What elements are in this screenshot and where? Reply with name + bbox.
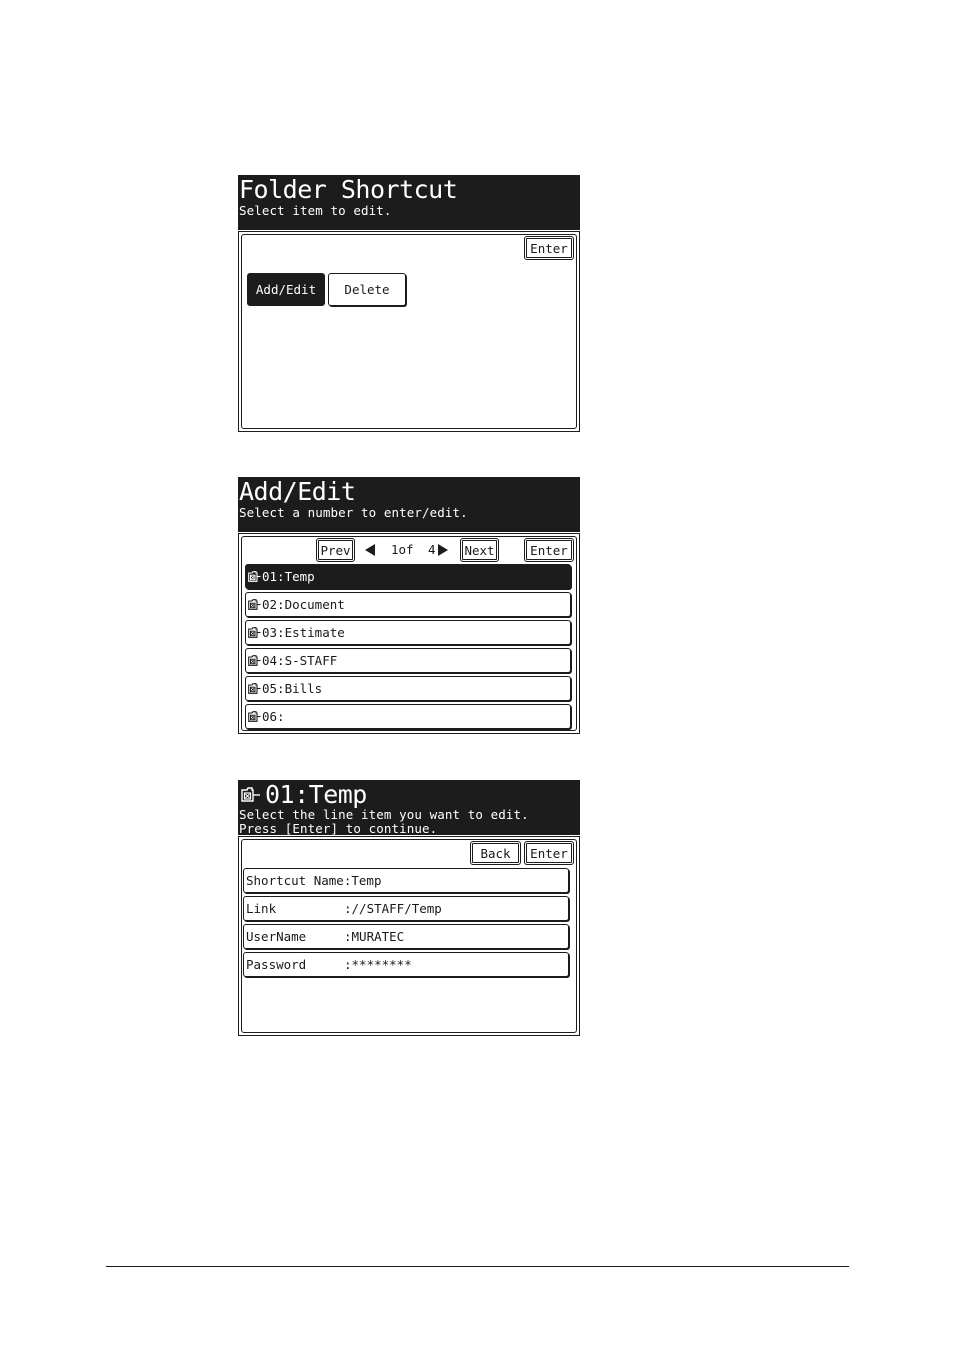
enter-button[interactable]: Enter bbox=[524, 841, 574, 865]
folder-list-item[interactable] bbox=[245, 620, 571, 645]
folder-shortcut-icon bbox=[248, 655, 261, 666]
page-subtitle: Select item to edit. bbox=[239, 203, 392, 218]
folder-list-item-label: 01:Temp bbox=[262, 569, 315, 584]
folder-list-item-label: 02:Document bbox=[262, 597, 345, 612]
folder-shortcut-icon bbox=[241, 787, 261, 803]
folder-list-item-label: 03:Estimate bbox=[262, 625, 345, 640]
page-title-row bbox=[239, 782, 580, 808]
screen-header bbox=[238, 477, 580, 532]
field-value: :MURATEC bbox=[344, 929, 405, 944]
folder-list-item-label: 05:Bills bbox=[262, 681, 323, 696]
footer-rule bbox=[106, 1266, 849, 1267]
field-label: UserName bbox=[246, 929, 307, 944]
page-subtitle: Select a number to enter/edit. bbox=[239, 505, 468, 520]
enter-button[interactable]: Enter bbox=[524, 538, 574, 562]
field-label: Password bbox=[246, 957, 307, 972]
field-value: :******** bbox=[344, 957, 412, 972]
page-title: Add/Edit bbox=[239, 477, 356, 506]
panel-frame bbox=[241, 234, 577, 429]
field-row[interactable] bbox=[243, 924, 569, 949]
page-current: 1of bbox=[391, 542, 414, 557]
folder-list-item[interactable] bbox=[245, 648, 571, 673]
add-edit-screen bbox=[238, 477, 580, 734]
field-value: ://STAFF/Temp bbox=[344, 901, 442, 916]
folder-shortcut-screen bbox=[238, 175, 580, 432]
delete-button[interactable]: Delete bbox=[328, 273, 406, 306]
back-button[interactable]: Back bbox=[470, 841, 521, 865]
folder-shortcut-icon bbox=[248, 627, 261, 638]
screen-header bbox=[238, 780, 580, 835]
folder-shortcut-icon bbox=[248, 599, 261, 610]
folder-list-item[interactable] bbox=[245, 676, 571, 701]
field-row[interactable] bbox=[243, 896, 569, 921]
screen-panel bbox=[238, 533, 580, 734]
folder-shortcut-icon bbox=[248, 571, 261, 582]
triangle-right-icon bbox=[438, 544, 448, 556]
folder-list-item-label: 06: bbox=[262, 709, 285, 724]
field-label: Shortcut Name bbox=[246, 873, 344, 888]
screen-panel bbox=[238, 231, 580, 432]
folder-shortcut-icon bbox=[248, 683, 261, 694]
folder-shortcut-icon bbox=[248, 711, 261, 722]
folder-list-item[interactable] bbox=[245, 564, 571, 589]
page-subtitle-line1: Select the line item you want to edit. bbox=[239, 807, 529, 822]
screen-panel bbox=[238, 836, 580, 1036]
add-edit-button[interactable]: Add/Edit bbox=[247, 273, 325, 306]
field-label: Link bbox=[246, 901, 277, 916]
folder-list-item[interactable] bbox=[245, 592, 571, 617]
shortcut-detail-screen bbox=[238, 780, 580, 1036]
field-row[interactable] bbox=[243, 952, 569, 977]
field-value: :Temp bbox=[343, 873, 382, 888]
screen-header bbox=[238, 175, 580, 230]
page-title: 01:Temp bbox=[265, 780, 367, 809]
page-subtitle-line2: Press [Enter] to continue. bbox=[239, 821, 438, 835]
folder-list-item-label: 04:S-STAFF bbox=[262, 653, 338, 668]
enter-button[interactable]: Enter bbox=[524, 236, 574, 260]
page-total: 4 bbox=[428, 542, 436, 557]
page-title: Folder Shortcut bbox=[239, 175, 458, 204]
folder-list-item[interactable] bbox=[245, 704, 571, 729]
triangle-left-icon bbox=[365, 544, 375, 556]
prev-button[interactable]: Prev bbox=[316, 538, 355, 562]
field-row[interactable] bbox=[243, 868, 569, 893]
next-button[interactable]: Next bbox=[460, 538, 499, 562]
